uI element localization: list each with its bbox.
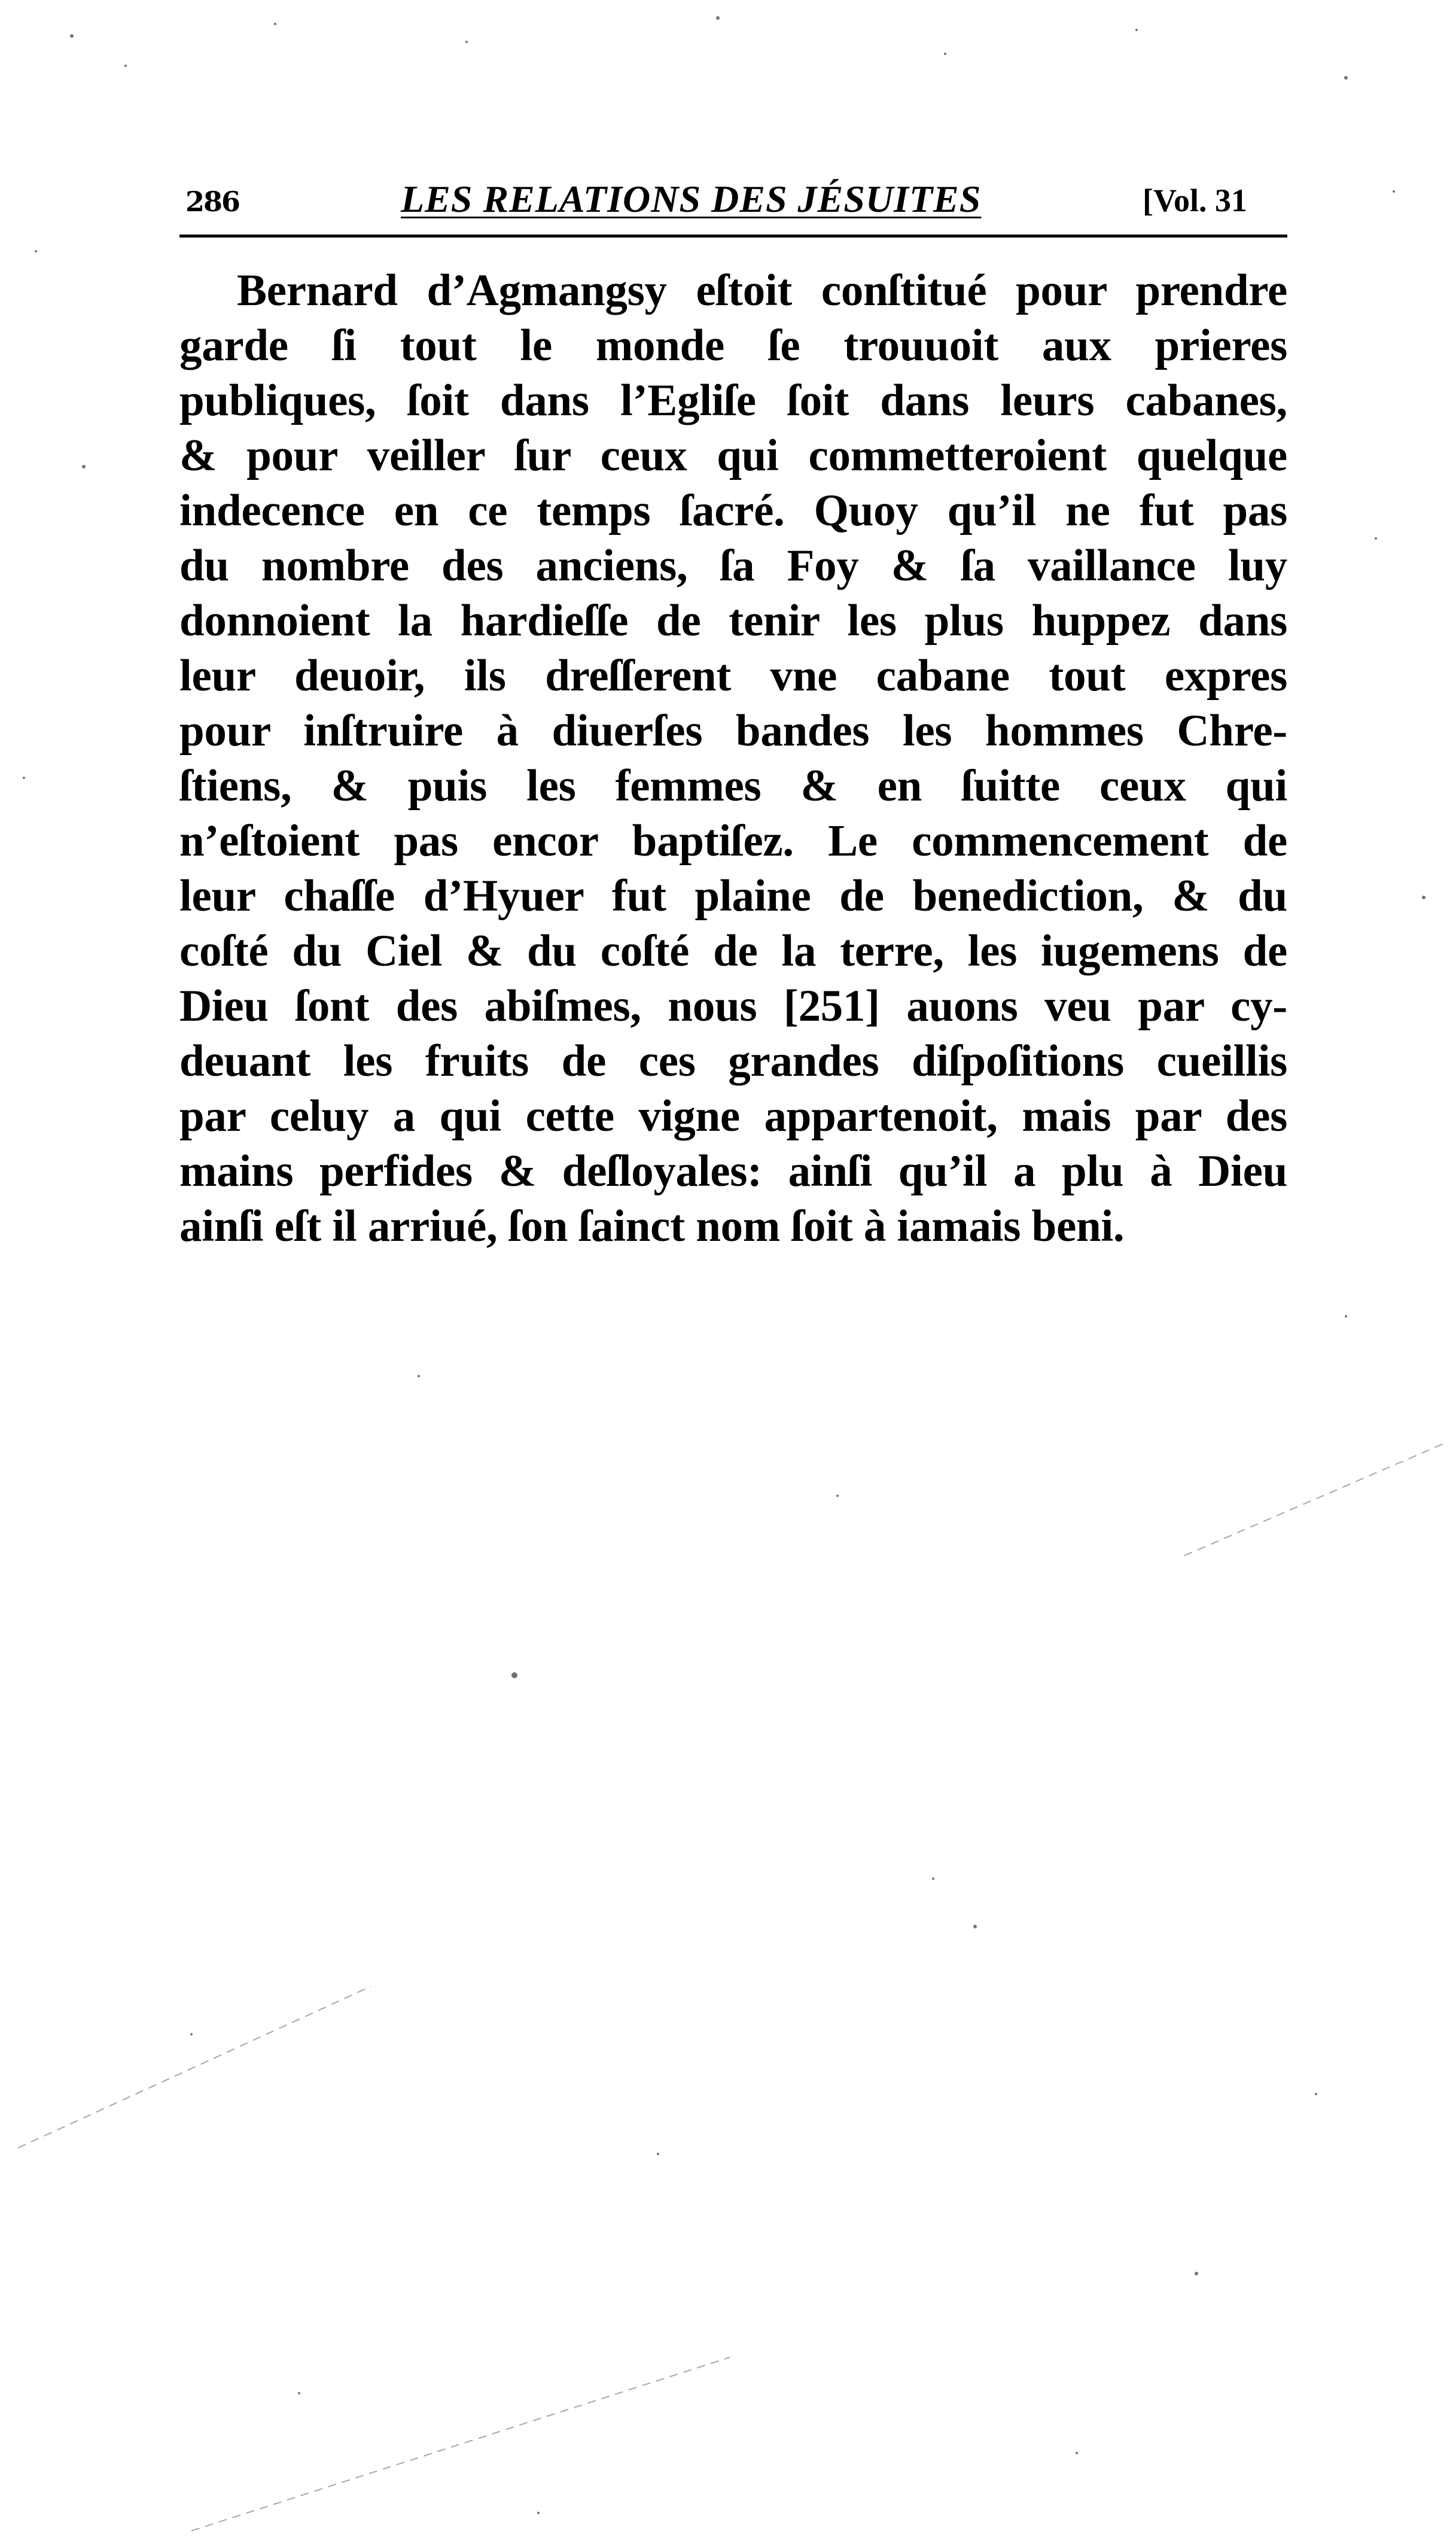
text-line: publiques, ſoit dans l’Egliſe ſoit dans leurs cabanes, bbox=[179, 376, 1287, 425]
text-line: par celuy a qui cette vigne appartenoit, mais par des bbox=[179, 1091, 1287, 1141]
text-line: ainſi eſt il arriué, ſon ſainct nom ſoit à iamais beni. bbox=[179, 1201, 1125, 1251]
text-line: leur chaſſe d’Hyuer fut plaine de benediction, & du bbox=[179, 871, 1287, 921]
text-line: deuant les fruits de ces grandes diſpoſitions cueillis bbox=[179, 1036, 1287, 1086]
text-line: garde ſi tout le monde ſe trouuoit aux prieres bbox=[179, 321, 1287, 370]
text-line: n’eſtoient pas encor baptiſez. Le commencement de bbox=[179, 816, 1287, 866]
text-line: coſté du Ciel & du coſté de la terre, les iugemens de bbox=[179, 926, 1287, 976]
text-line: ſtiens, & puis les femmes & en ſuitte ceux qui bbox=[179, 761, 1287, 811]
text-line: mains perfides & deſloyales: ainſi qu’il a plu à Dieu bbox=[179, 1146, 1287, 1196]
text-line: leur deuoir, ils dreſſerent vne cabane tout expres bbox=[179, 651, 1287, 701]
text-line: Dieu ſont des abiſmes, nous [251] auons veu par cy- bbox=[179, 981, 1287, 1031]
body-text bbox=[179, 263, 1287, 1254]
text-line: du nombre des anciens, ſa Foy & ſa vaillance luy bbox=[179, 541, 1287, 591]
running-title: LES RELATIONS DES JÉSUITES bbox=[401, 178, 982, 220]
volume-label: [Vol. 31 bbox=[1143, 182, 1248, 218]
running-header bbox=[179, 175, 1286, 229]
text-line: donnoient la hardieſſe de tenir les plus huppez dans bbox=[179, 596, 1287, 646]
text-line: & pour veiller ſur ceux qui commetteroient quelque bbox=[179, 431, 1287, 480]
header-rule bbox=[179, 235, 1287, 238]
page-number: 286 bbox=[185, 185, 240, 218]
text-line: pour inſtruire à diuerſes bandes les hommes Chre- bbox=[179, 706, 1287, 756]
text-line: indecence en ce temps ſacré. Quoy qu’il ne fut pas bbox=[179, 486, 1287, 535]
text-line: Bernard d’Agmangsy eſtoit conſtitué pour prendre bbox=[237, 266, 1287, 315]
